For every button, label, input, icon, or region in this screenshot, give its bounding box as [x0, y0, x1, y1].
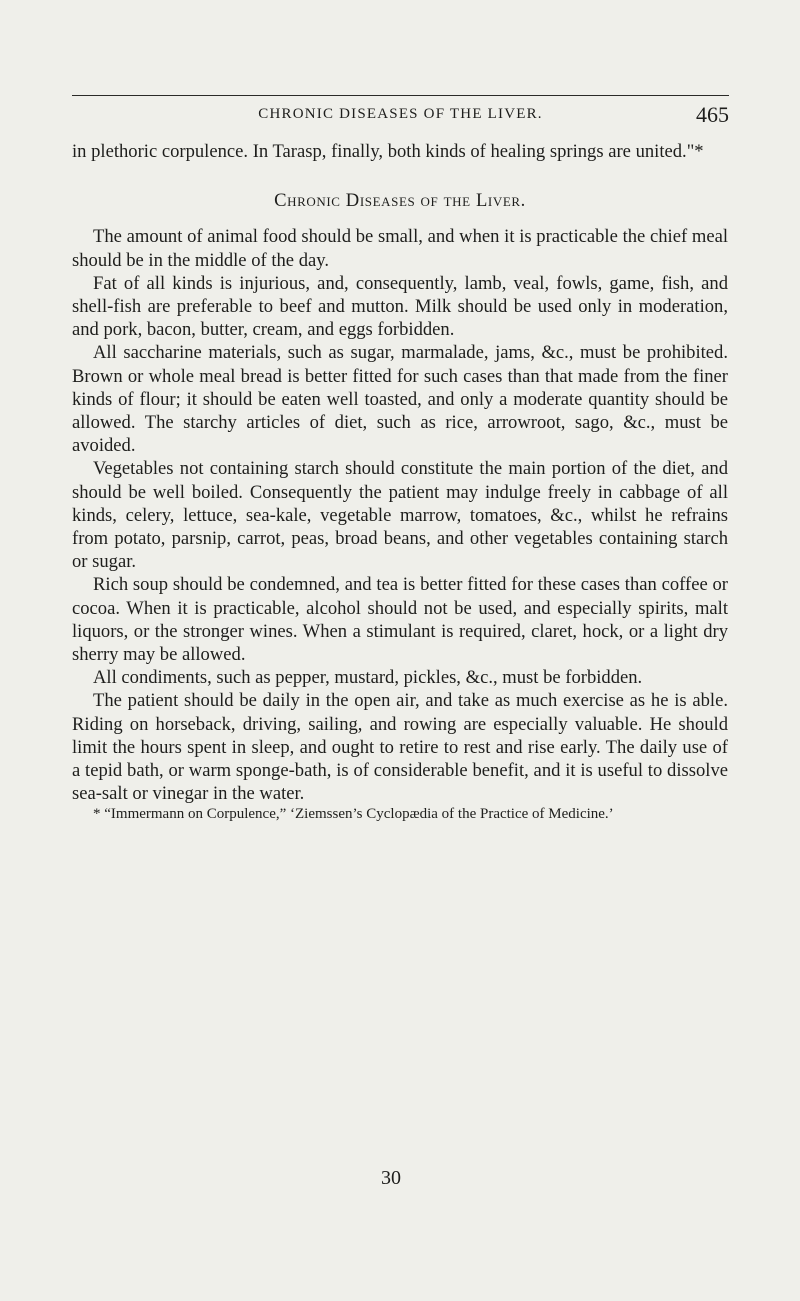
- paragraph-fat: Fat of all kinds is injurious, and, consequently, lamb, veal, fowls, game, fish, and shell-fish are preferable to beef and mutton. Milk should be used only in moderation, and pork, bacon, butter, cream, and eggs forbidden.: [72, 272, 728, 341]
- paragraph-condiments: All condiments, such as pepper, mustard, pickles, &c., must be forbidden.: [93, 667, 643, 689]
- continuation-paragraph: in plethoric corpulence. In Tarasp, finally, both kinds of healing springs are united."*: [72, 141, 704, 162]
- header-rule: [72, 95, 729, 96]
- footnote: * “Immermann on Corpulence,” ‘Ziemssen’s Cyclopædia of the Practice of Medicine.’: [93, 806, 614, 823]
- page-number: 465: [696, 102, 729, 127]
- paragraph-vegetables: Vegetables not containing starch should constitute the main portion of the diet, and should be well boiled. Consequently the patient may indulge freely in cabbage of all kinds, celery, lettuce, sea-kale, vegetable marrow, tomatoes, &c., whilst he refrains from potato, parsnip, carrot, peas, broad beans, and other vegetables containing starch or sugar.: [72, 458, 728, 573]
- paragraph-saccharine: All saccharine materials, such as sugar, marmalade, jams, &c., must be prohibited. Brown or whole meal bread is better fitted for such cases than that made from the finer kinds of flour; it should be eaten well toasted, and only a moderate quantity should be allowed. The starchy articles of diet, such as rice, arrowroot, sago, &c., must be avoided.: [72, 342, 728, 457]
- running-title: CHRONIC DISEASES OF THE LIVER.: [258, 106, 543, 122]
- paragraph-animal-food: The amount of animal food should be small, and when it is practicable the chief meal should be in the middle of the day.: [72, 226, 728, 271]
- signature-mark: 30: [381, 1167, 401, 1189]
- body-text: [72, 140, 728, 824]
- section-title: Chronic Diseases of the Liver.: [274, 190, 526, 212]
- paragraph-drinks: Rich soup should be condemned, and tea is better fitted for these cases than coffee or cocoa. When it is practicable, alcohol should not be used, and especially spirits, malt liquors, or the stronger wines. When a stimulant is required, claret, hock, or a light dry sherry may be allowed.: [72, 574, 728, 666]
- running-head: [72, 102, 729, 132]
- paragraph-exercise: The patient should be daily in the open air, and take as much exercise as he is able. Riding on horseback, driving, sailing, and rowing are especially valuable. He should limit the hours spent in sleep, and ought to retire to rest and rise early. The daily use of a tepid bath, or warm sponge-bath, is of considerable benefit, and it is useful to dissolve sea-salt or vinegar in the water.: [72, 690, 728, 805]
